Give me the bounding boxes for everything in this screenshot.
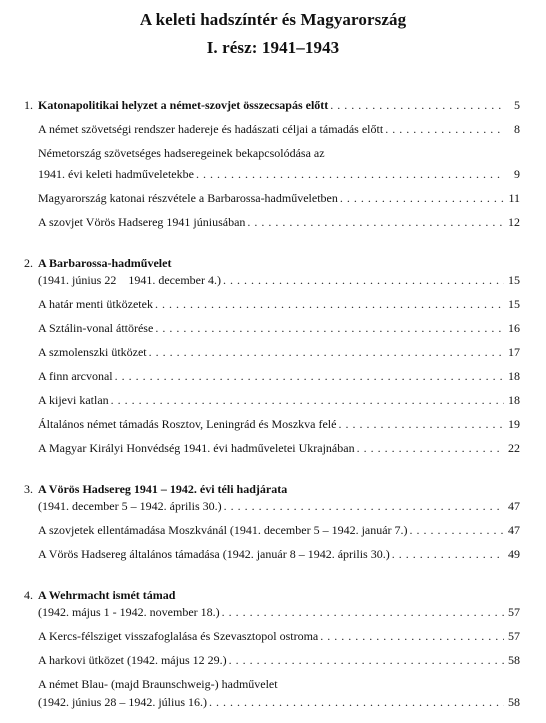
dot-leader <box>155 294 504 315</box>
chapter-number: 3. <box>24 482 33 496</box>
entry-title: A szmolenszki ütközet <box>38 345 147 359</box>
page-number: 15 <box>508 297 520 311</box>
page-number: 17 <box>508 345 520 359</box>
toc-entry-continuation[interactable] <box>0 164 546 185</box>
entry-title: A német Blau- (majd Braunschweig-) hadművelet <box>38 677 278 691</box>
chapter-title: Katonapolitikai helyzet a német-szovjet összecsapás előtt <box>38 98 329 112</box>
dot-leader <box>385 119 504 140</box>
dot-leader <box>229 650 504 671</box>
dot-leader <box>222 602 504 623</box>
chapter-title: A Barbarossa-hadművelet <box>38 256 172 270</box>
page-number: 11 <box>508 191 520 205</box>
dot-leader <box>330 95 504 116</box>
entry-title: A szovjetek ellentámadása Moszkvánál (1941. december 5 – 1942. január 7.) <box>38 523 408 537</box>
chapter-heading-row[interactable] <box>0 95 546 116</box>
book-title: A keleti hadszíntér és Magyarország <box>139 10 407 29</box>
page-number: 57 <box>508 605 520 619</box>
entry-title: Magyarország katonai részvétele a Barbarossa-hadműveletben <box>38 191 338 205</box>
toc-entry[interactable] <box>0 544 546 565</box>
dot-leader <box>320 626 504 647</box>
entry-title: A finn arcvonal <box>38 369 113 383</box>
toc-entry-continuation[interactable] <box>0 692 546 713</box>
page-number: 5 <box>514 98 520 112</box>
toc-section-2 <box>0 253 546 459</box>
toc-entry[interactable] <box>0 366 546 387</box>
dot-leader <box>224 496 504 517</box>
entry-title: A Kercs-félsziget visszafoglalása és Szevasztopol ostroma <box>38 629 319 643</box>
toc-entry[interactable] <box>0 119 546 140</box>
toc-section-1 <box>0 95 546 233</box>
dot-leader <box>115 366 504 387</box>
dot-leader <box>410 520 504 541</box>
entry-title: A Sztálin-vonal áttörése <box>38 321 154 335</box>
chapter-number: 4. <box>24 588 33 602</box>
page-number: 18 <box>508 369 520 383</box>
dot-leader <box>340 188 504 209</box>
chapter-title: A Vörös Hadsereg 1941 – 1942. évi téli hadjárata <box>38 482 288 496</box>
entry-title: Általános német támadás Rosztov, Leningrád és Moszkva felé <box>38 417 337 431</box>
page-number: 47 <box>508 523 520 537</box>
page-number: 12 <box>508 215 520 229</box>
toc-entry[interactable] <box>0 212 546 233</box>
toc-section-4 <box>0 585 546 713</box>
page-number: 58 <box>508 653 520 667</box>
entry-title: A szovjet Vörös Hadsereg 1941 júniusában <box>38 215 246 229</box>
toc-entry[interactable] <box>0 342 546 363</box>
page-number: 58 <box>508 695 520 709</box>
toc-entry[interactable] <box>0 438 546 459</box>
page-number: 9 <box>514 167 520 181</box>
toc-entry[interactable] <box>0 188 546 209</box>
entry-title: A határ menti ütközetek <box>38 297 153 311</box>
chapter-date-range-row[interactable] <box>0 496 546 517</box>
dot-leader <box>111 390 504 411</box>
entry-title: A harkovi ütközet (1942. május 12 29.) <box>38 653 227 667</box>
entry-title: 1941. évi keleti hadműveletekbe <box>38 167 194 181</box>
entry-title: A német szövetségi rendszer hadereje és hadászati céljai a támadás előtt <box>38 122 384 136</box>
chapter-date-range-row[interactable] <box>0 270 546 291</box>
dot-leader <box>392 544 504 565</box>
chapter-date-range: (1941. december 5 – 1942. április 30.) <box>38 499 222 513</box>
chapter-date-range: (1941. június 22 1941. december 4.) <box>38 273 221 287</box>
entry-title: (1942. június 28 – 1942. július 16.) <box>38 695 208 709</box>
toc-entry[interactable] <box>0 294 546 315</box>
page-number: 18 <box>508 393 520 407</box>
page-number: 15 <box>508 273 520 287</box>
toc-entry[interactable] <box>0 390 546 411</box>
dot-leader <box>149 342 504 363</box>
dot-leader <box>155 318 504 339</box>
part-title: I. rész: 1941–1943 <box>206 38 340 57</box>
toc-entry[interactable] <box>0 143 546 164</box>
entry-title: Németország szövetséges hadseregeinek bekapcsolódása az <box>38 146 325 160</box>
page-number: 22 <box>508 441 520 455</box>
entry-title: A Magyar Királyi Honvédség 1941. évi hadműveletei Ukrajnában <box>38 441 355 455</box>
chapter-date-range: (1942. május 1 - 1942. november 18.) <box>38 605 220 619</box>
chapter-title: A Wehrmacht ismét támad <box>38 588 176 602</box>
toc-entry[interactable] <box>0 650 546 671</box>
toc-entry[interactable] <box>0 520 546 541</box>
page-number: 47 <box>508 499 520 513</box>
entry-title: A kijevi katlan <box>38 393 109 407</box>
toc-section-3 <box>0 479 546 565</box>
toc-entry[interactable] <box>0 626 546 647</box>
page-number: 19 <box>508 417 520 431</box>
page-number: 16 <box>508 321 520 335</box>
toc-entry[interactable] <box>0 318 546 339</box>
page-number: 8 <box>514 122 520 136</box>
dot-leader <box>196 164 504 185</box>
dot-leader <box>209 692 504 713</box>
chapter-number: 1. <box>24 98 33 112</box>
dot-leader <box>338 414 504 435</box>
chapter-number: 2. <box>24 256 33 270</box>
dot-leader <box>357 438 504 459</box>
page-number: 57 <box>508 629 520 643</box>
dot-leader <box>247 212 504 233</box>
page-number: 49 <box>508 547 520 561</box>
chapter-date-range-row[interactable] <box>0 602 546 623</box>
entry-title: A Vörös Hadsereg általános támadása (1942. január 8 – 1942. április 30.) <box>38 547 390 561</box>
table-of-contents <box>0 95 546 713</box>
dot-leader <box>223 270 504 291</box>
toc-entry[interactable] <box>0 414 546 435</box>
